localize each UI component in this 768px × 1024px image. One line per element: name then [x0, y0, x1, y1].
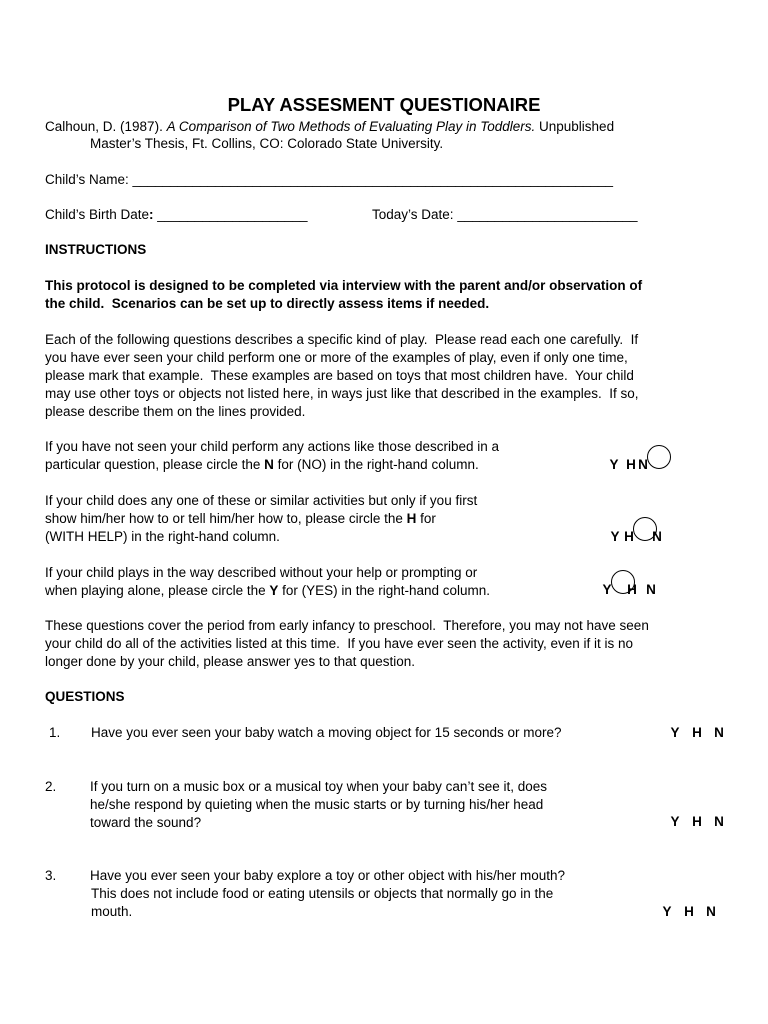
rule-no-line-2 — [45, 456, 479, 474]
rule-no-line-1: If you have not seen your child perform any actions like those described in a — [45, 439, 500, 454]
question-text: he/she respond by quieting when the music starts or by turning his/her head — [90, 797, 544, 812]
instructions-para-line: please describe them on the lines provided. — [45, 404, 306, 419]
birth-date-colon: : — [149, 207, 154, 222]
instructions-heading: INSTRUCTIONS — [45, 242, 147, 257]
instructions-para-line: may use other toys or objects not listed here, in ways just like that described in the examples. If so, — [45, 386, 639, 401]
question-text: mouth. — [91, 904, 133, 919]
question-text: Have you ever seen your baby watch a moving object for 15 seconds or more? — [91, 725, 562, 740]
rule-help-line-2 — [45, 510, 436, 528]
question-text: If you turn on a music box or a musical toy when your baby can’t see it, does — [90, 779, 547, 794]
rule-help-letter: H — [406, 511, 417, 526]
period-line: longer done by your child, please answer yes to that question. — [45, 654, 415, 669]
instructions-para-line: please mark that example. These examples are based on toys that most children have. Your child — [45, 368, 634, 383]
answer-n[interactable]: N — [714, 725, 724, 740]
scale-y: Y — [610, 529, 620, 544]
period-line: These questions cover the period from early infancy to preschool. Therefore, you may not have seen — [45, 618, 649, 633]
citation-work-title: A Comparison of Two Methods of Evaluating Play in Toddlers. — [166, 119, 536, 134]
instructions-para-line: Each of the following questions describes a specific kind of play. Please read each one carefully. If — [45, 332, 639, 347]
scale-h: H — [624, 529, 634, 544]
scale-h-circled — [624, 528, 646, 546]
todays-date-label: Today’s Date: — [372, 207, 458, 222]
scale-h: H — [627, 582, 637, 597]
rule-yes-line-2 — [45, 582, 490, 600]
birth-date-label: Child’s Birth Date — [45, 207, 150, 222]
child-name-label: Child’s Name: — [45, 172, 133, 187]
answer-y[interactable]: Y — [670, 725, 680, 740]
scale-n: N — [646, 582, 656, 597]
question-number: 2. — [45, 779, 57, 794]
rule-yes-text: when playing alone, please circle the — [45, 583, 270, 598]
rule-no-text-end: for (NO) in the right-hand column. — [273, 457, 479, 472]
answer-n[interactable]: N — [714, 814, 724, 829]
rule-yes-text-end: for (YES) in the right-hand column. — [278, 583, 491, 598]
scale-h: H — [626, 457, 636, 472]
rule-yes-line-1: If your child plays in the way described without your help or prompting or — [45, 565, 478, 580]
protocol-line-1: This protocol is designed to be completed via interview with the parent and/or observation of — [45, 278, 643, 293]
scale-y-circled — [602, 581, 624, 599]
rule-help-text: show him/her how to or tell him/her how to, please circle the — [45, 511, 407, 526]
question-2-scale — [664, 813, 730, 831]
question-text: Have you ever seen your baby explore a toy or other object with his/her mouth? — [90, 868, 566, 883]
rule-no-text: particular question, please circle the — [45, 457, 265, 472]
citation-line-1 — [45, 118, 614, 136]
answer-h[interactable]: H — [692, 814, 702, 829]
question-number: 3. — [45, 868, 57, 883]
circle-mark — [647, 445, 671, 469]
rule-help-line-1: If your child does any one of these or similar activities but only if you first — [45, 493, 478, 508]
protocol-line-2: the child. Scenarios can be set up to directly assess items if needed. — [45, 296, 490, 311]
questions-heading: QUESTIONS — [45, 689, 125, 704]
citation-rest: Unpublished — [535, 119, 615, 134]
rule-help-text-end: for — [416, 511, 436, 526]
example-no-circled — [604, 456, 660, 474]
answer-y[interactable]: Y — [670, 814, 680, 829]
scale-n: N — [652, 529, 662, 544]
answer-y[interactable]: Y — [662, 904, 672, 919]
question-1-scale — [664, 724, 730, 742]
rule-help-line-3: (WITH HELP) in the right-hand column. — [45, 529, 280, 544]
citation-line-2: Master’s Thesis, Ft. Collins, CO: Colorado State University. — [90, 136, 444, 151]
rule-no-letter: N — [264, 457, 274, 472]
question-text: toward the sound? — [90, 815, 202, 830]
question-3-scale — [656, 903, 722, 921]
question-number: 1. — [49, 725, 61, 740]
period-line: your child do all of the activities listed at this time. If you have ever seen the activity, even if it is no — [45, 636, 634, 651]
todays-date-row — [372, 206, 638, 224]
birth-date-row — [45, 206, 307, 224]
child-name-field[interactable]: ________________________________________________________________ — [132, 172, 614, 187]
answer-h[interactable]: H — [684, 904, 694, 919]
page-title: PLAY ASSESMENT QUESTIONAIRE — [227, 94, 541, 115]
scale-n-circled — [638, 456, 660, 474]
question-text: This does not include food or eating utensils or objects that normally go in the — [91, 886, 554, 901]
citation-author: Calhoun, D. (1987). — [45, 119, 167, 134]
answer-h[interactable]: H — [692, 725, 702, 740]
rule-yes-letter: Y — [269, 583, 279, 598]
scale-n: N — [638, 457, 648, 472]
todays-date-field[interactable]: ________________________ — [457, 207, 638, 222]
scale-y: Y — [602, 582, 612, 597]
example-help-circled — [606, 528, 668, 546]
scale-y: Y — [609, 457, 619, 472]
instructions-para-line: you have ever seen your child perform one or more of the examples of play, even if only one time, — [45, 350, 628, 365]
birth-date-field[interactable]: ____________________ — [153, 207, 308, 222]
child-name-row — [45, 171, 613, 189]
answer-n[interactable]: N — [706, 904, 716, 919]
example-yes-circled — [602, 581, 662, 599]
